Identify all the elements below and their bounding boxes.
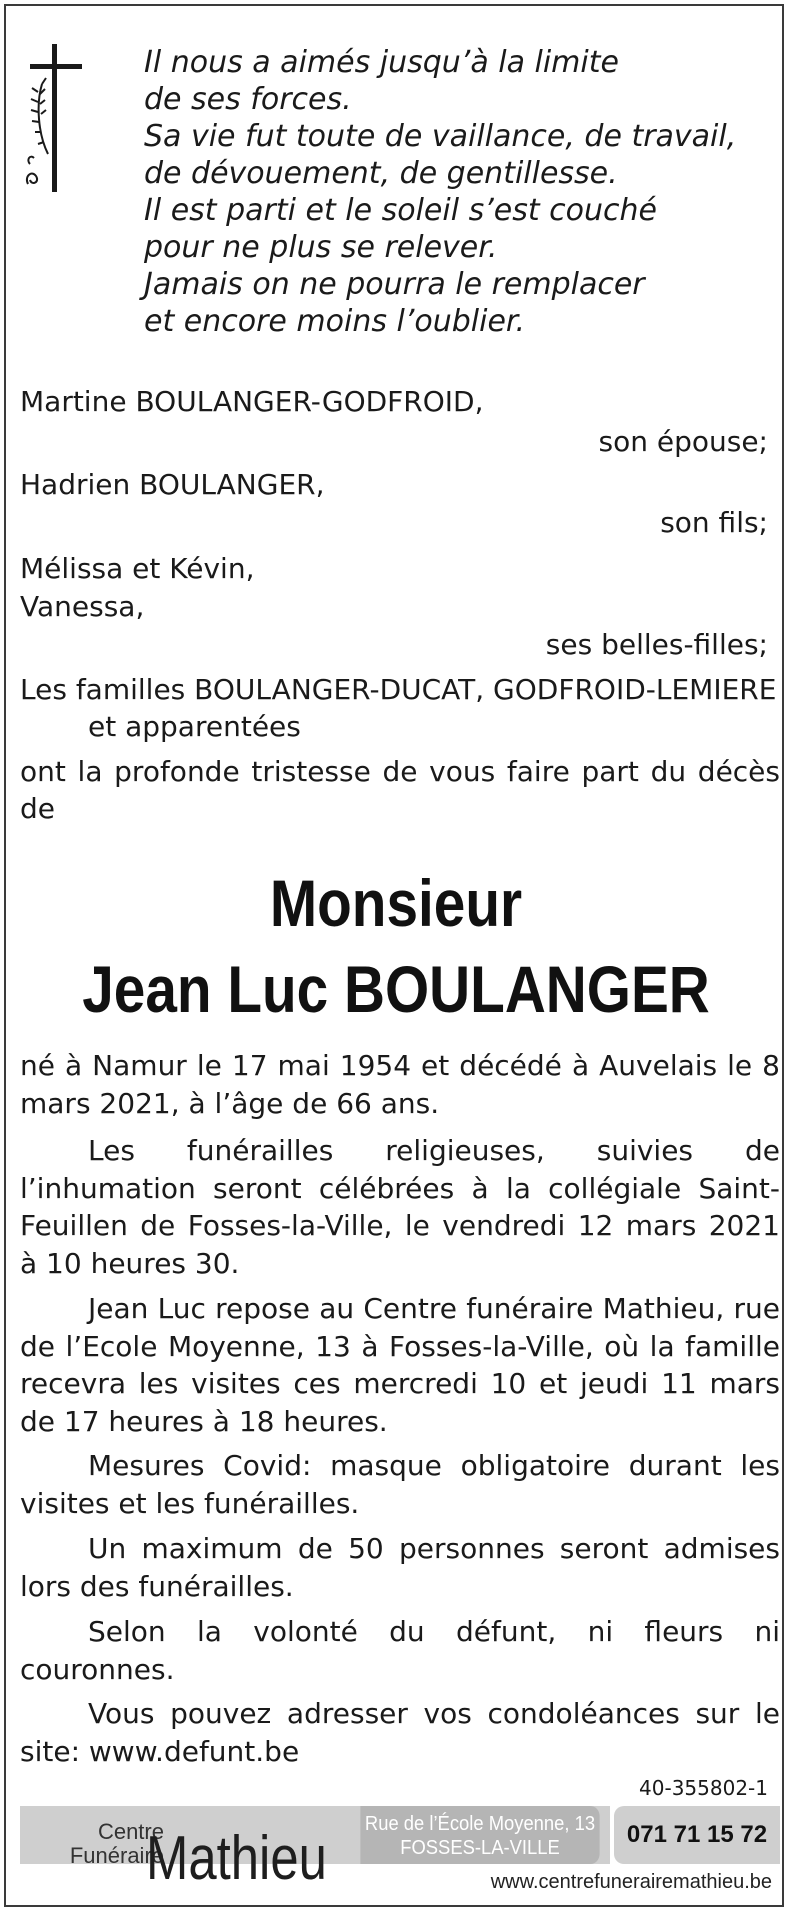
logo-name: Mathieu xyxy=(146,1824,327,1893)
son-role: son fils; xyxy=(660,506,768,539)
condolences-paragraph xyxy=(20,1695,780,1770)
maximum-paragraph xyxy=(20,1530,780,1605)
logo-subtitle xyxy=(34,1820,164,1868)
poem-line: Il est parti et le soleil s’est couché xyxy=(144,193,657,228)
poem-line: et encore moins l’oublier. xyxy=(144,304,526,339)
daughters-role: ses belles-filles; xyxy=(545,628,768,661)
deceased-name: Jean Luc BOULANGER xyxy=(82,952,710,1026)
address-line2: FOSSES-LA-VILLE xyxy=(400,1837,560,1859)
website-link[interactable]: www.centrefunerairemathieu.be xyxy=(490,1871,772,1893)
funeral-text: Les funérailles religieuses, suivies de l’inhumation seront célébrées à la collégiale Saint-Feuillen de Fosses-la-Ville, le vendredi 12 mars 2021 à 10 heures 30. xyxy=(20,1134,780,1280)
daughters-line1: Mélissa et Kévin, xyxy=(20,552,255,585)
poem-line: pour ne plus se relever. xyxy=(144,230,498,265)
deceased-title: Monsieur xyxy=(269,866,523,940)
son-name: Hadrien BOULANGER, xyxy=(20,468,325,501)
funeral-home-banner xyxy=(20,1806,780,1896)
visit-paragraph xyxy=(20,1290,780,1440)
poem-line: de dévouement, de gentillesse. xyxy=(144,156,618,191)
families-line1: Les familles BOULANGER-DUCAT, GODFROID-LEMIERE xyxy=(20,673,777,706)
poem-line: Sa vie fut toute de vaillance, de travail, xyxy=(144,119,737,154)
daughters-line2: Vanessa, xyxy=(20,590,145,623)
flowers-text: Selon la volonté du défunt, ni fleurs ni couronnes. xyxy=(20,1615,780,1686)
covid-paragraph xyxy=(20,1447,780,1522)
covid-text: Mesures Covid: masque obligatoire durant les visites et les funérailles. xyxy=(20,1449,780,1520)
announcement: ont la profonde tristesse de vous faire part du décès de xyxy=(20,755,780,825)
cross-with-wheat-icon xyxy=(20,44,100,194)
poem-line: Jamais on ne pourra le remplacer xyxy=(144,267,645,302)
phone-number: 071 71 15 72 xyxy=(614,1806,780,1864)
maximum-text: Un maximum de 50 personnes seront admises lors des funérailles. xyxy=(20,1532,780,1603)
obituary-notice xyxy=(4,4,784,1907)
funeral-home-address xyxy=(360,1806,599,1864)
logo-line2: Funéraire xyxy=(69,1843,164,1868)
flowers-paragraph xyxy=(20,1613,780,1688)
wife-role: son épouse; xyxy=(598,425,768,458)
logo-line1: Centre xyxy=(97,1819,164,1844)
families-line2: et apparentées xyxy=(88,710,301,743)
condolences-text: Vous pouvez adresser vos condoléances sur le site: www.defunt.be xyxy=(20,1697,780,1768)
poem xyxy=(144,44,764,340)
reference-number: 40-355802-1 xyxy=(639,1776,768,1800)
poem-line: Il nous a aimés jusqu’à la limite xyxy=(144,45,619,80)
address-line1: Rue de l’École Moyenne, 13 xyxy=(364,1813,596,1835)
visit-text: Jean Luc repose au Centre funéraire Mathieu, rue de l’Ecole Moyenne, 13 à Fosses-la-Ville, où la famille recevra les visites ces mercredi 10 et jeudi 11 mars de 17 heures à 18 heures. xyxy=(20,1292,780,1438)
birth-text: né à Namur le 17 mai 1954 et décédé à Auvelais le 8 mars 2021, à l’âge de 66 ans. xyxy=(20,1049,780,1120)
funeral-paragraph xyxy=(20,1132,780,1282)
wife-name: Martine BOULANGER-GODFROID, xyxy=(20,385,484,418)
poem-line: de ses forces. xyxy=(144,82,352,117)
birth-paragraph xyxy=(20,1047,780,1122)
